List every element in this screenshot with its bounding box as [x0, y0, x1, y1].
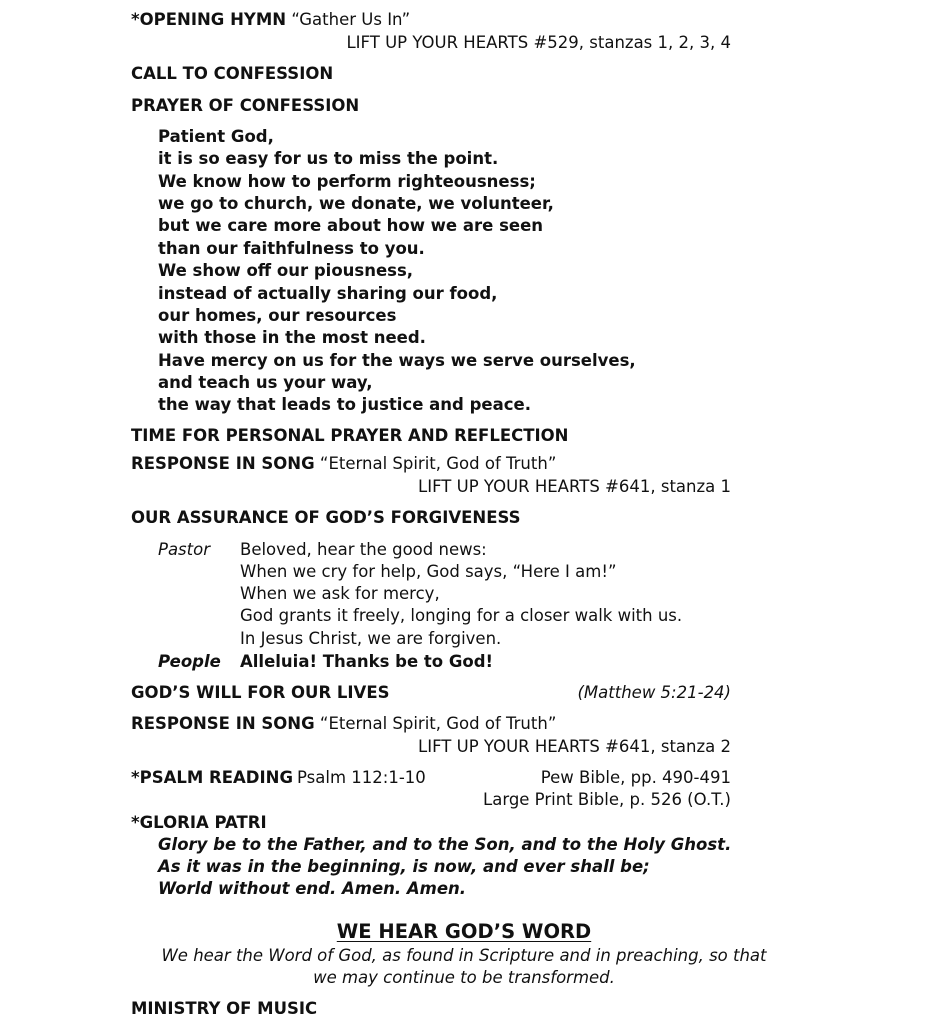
- personal-prayer-heading: TIME FOR PERSONAL PRAYER AND REFLECTION: [131, 426, 569, 445]
- opening-hymn-heading: *OPENING HYMN: [131, 10, 287, 29]
- prayer-line: our homes, our resources: [158, 306, 397, 325]
- prayer-of-confession-heading: PRAYER OF CONFESSION: [131, 96, 360, 115]
- pastor-line: When we ask for mercy,: [240, 584, 440, 603]
- prayer-line: the way that leads to justice and peace.: [158, 395, 531, 414]
- prayer-line: with those in the most need.: [158, 328, 426, 347]
- prayer-line: it is so easy for us to miss the point.: [158, 149, 499, 168]
- gloria-line: As it was in the beginning, is now, and ever shall be;: [158, 857, 650, 876]
- assurance-heading: OUR ASSURANCE OF GOD’S FORGIVENESS: [131, 508, 521, 527]
- people-label: People: [158, 652, 221, 671]
- pastor-line: Beloved, hear the good news:: [240, 540, 487, 559]
- people-response: Alleluia! Thanks be to God!: [240, 652, 494, 671]
- response-in-song-1-title: “Eternal Spirit, God of Truth”: [319, 454, 557, 473]
- response-in-song-1-heading: RESPONSE IN SONG: [131, 454, 315, 473]
- response-in-song-2-heading: RESPONSE IN SONG: [131, 714, 315, 733]
- we-hear-title: WE HEAR GOD’S WORD: [336, 920, 592, 943]
- psalm-reading-heading: *PSALM READING: [131, 768, 293, 787]
- we-hear-description-line: we may continue to be transformed.: [313, 968, 615, 987]
- gloria-line: World without end. Amen. Amen.: [158, 879, 467, 898]
- prayer-line: Patient God,: [158, 127, 274, 146]
- call-to-confession-heading: CALL TO CONFESSION: [131, 64, 334, 83]
- opening-hymn-title: “Gather Us In”: [291, 10, 411, 29]
- psalm-passage: Psalm 112:1-10: [297, 768, 426, 787]
- response-in-song-2-source: LIFT UP YOUR HEARTS #641, stanza 2: [418, 737, 731, 756]
- we-hear-description-line: We hear the Word of God, as found in Scripture and in preaching, so that: [161, 946, 767, 965]
- large-print-reference: Large Print Bible, p. 526 (O.T.): [483, 790, 731, 809]
- prayer-line: We show off our piousness,: [158, 261, 414, 280]
- opening-hymn-line: [131, 9, 410, 31]
- ministry-of-music-heading: MINISTRY OF MUSIC: [131, 999, 318, 1018]
- gloria-line: Glory be to the Father, and to the Son, and to the Holy Ghost.: [158, 835, 732, 854]
- prayer-line: and teach us your way,: [158, 373, 373, 392]
- gods-will-heading: GOD’S WILL FOR OUR LIVES: [131, 683, 390, 702]
- prayer-line: instead of actually sharing our food,: [158, 284, 498, 303]
- pastor-label: Pastor: [158, 540, 211, 559]
- pastor-line: God grants it freely, longing for a closer walk with us.: [240, 606, 683, 625]
- response-in-song-1-line: [131, 453, 556, 475]
- prayer-line: We know how to perform righteousness;: [158, 172, 536, 191]
- gloria-patri-heading: *GLORIA PATRI: [131, 813, 267, 832]
- response-in-song-2-title: “Eternal Spirit, God of Truth”: [319, 714, 557, 733]
- pastor-line: When we cry for help, God says, “Here I am!”: [240, 562, 617, 581]
- prayer-line: we go to church, we donate, we volunteer,: [158, 194, 554, 213]
- prayer-line: but we care more about how we are seen: [158, 216, 544, 235]
- pew-bible-reference: Pew Bible, pp. 490-491: [540, 768, 731, 787]
- response-in-song-1-source: LIFT UP YOUR HEARTS #641, stanza 1: [418, 477, 731, 496]
- opening-hymn-source: LIFT UP YOUR HEARTS #529, stanzas 1, 2, 3, 4: [346, 33, 731, 52]
- response-in-song-2-line: [131, 713, 556, 735]
- gods-will-reference: (Matthew 5:21-24): [577, 683, 731, 702]
- prayer-line: Have mercy on us for the ways we serve ourselves,: [158, 351, 636, 370]
- prayer-line: than our faithfulness to you.: [158, 239, 425, 258]
- pastor-line: In Jesus Christ, we are forgiven.: [240, 629, 502, 648]
